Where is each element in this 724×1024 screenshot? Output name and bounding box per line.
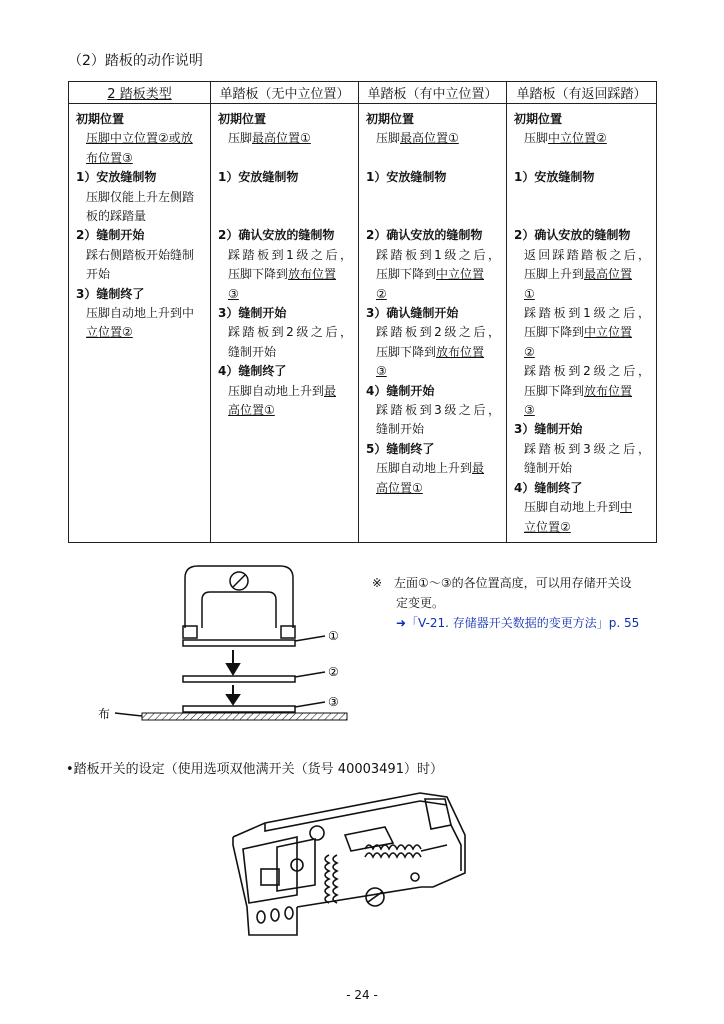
text-line: ① — [524, 286, 535, 301]
text-line: 压脚下降到放布位置 — [228, 267, 337, 282]
text-line: 高位置① — [376, 480, 423, 495]
text-line: 布位置③ — [86, 150, 133, 165]
text-line: 压脚中立位置② — [524, 131, 607, 146]
label-position-3: ③ — [328, 695, 339, 709]
header-pedal-type: 2 踏板类型 — [69, 82, 211, 104]
text-line: 踩踏板到1级之后， — [228, 247, 352, 262]
text-line: 压脚自动地上升到中 — [524, 500, 633, 515]
table-header-row — [69, 82, 657, 104]
text-line: 立位置② — [86, 325, 133, 340]
label-position-1: ① — [328, 629, 339, 643]
table-body-row — [69, 104, 657, 543]
heading-step: 1）安放缝制物 — [514, 170, 595, 185]
note-line: 定变更。 — [396, 596, 445, 610]
text-line: 缝制开始 — [524, 461, 573, 476]
heading-step: 4）缝制开始 — [366, 383, 435, 398]
section-title: （2）踏板的动作说明 — [68, 53, 203, 69]
header-with-neutral: 单踏板（有中立位置） — [359, 82, 507, 104]
heading-step: 1）安放缝制物 — [218, 170, 299, 185]
text-line: 压脚下降到放布位置 — [376, 344, 485, 359]
heading-step: 2）缝制开始 — [76, 228, 145, 243]
text-line: 高位置① — [228, 403, 275, 418]
text-line: 缝制开始 — [228, 344, 277, 359]
heading-step: 4）缝制终了 — [218, 364, 287, 379]
text-line: ③ — [524, 403, 535, 418]
text-line: 板的踩踏量 — [86, 209, 147, 224]
text-line: 踩踏板到2级之后， — [524, 364, 650, 379]
text-line: 踩踏板到2级之后， — [228, 325, 352, 340]
text-line: 压脚仅能上升左侧踏 — [86, 189, 195, 204]
heading-step: 2）确认安放的缝制物 — [514, 228, 631, 243]
heading-step: 1）安放缝制物 — [76, 170, 157, 185]
page-number: - 24 - — [346, 988, 378, 1002]
text-line: 压脚自动地上升到最 — [228, 383, 337, 398]
text-line: 踩踏板到1级之后， — [524, 306, 650, 321]
col-with-neutral — [359, 104, 507, 543]
text-line: 压脚上升到最高位置 — [524, 267, 633, 282]
heading-initial: 初期位置 — [366, 112, 415, 126]
heading-step: 2）确认安放的缝制物 — [366, 228, 483, 243]
pedal-switch-illustration — [225, 785, 490, 940]
heading-initial: 初期位置 — [514, 112, 563, 126]
heading-initial: 初期位置 — [218, 112, 267, 126]
text-line: 压脚下降到中立位置 — [376, 267, 485, 282]
text-line: 踩踏板到1级之后， — [376, 247, 500, 262]
text-line: ② — [524, 344, 535, 359]
heading-step: 2）确认安放的缝制物 — [218, 228, 335, 243]
presser-foot-diagram — [90, 558, 360, 738]
text-line: 返回踩踏踏板之后， — [524, 247, 650, 262]
label-cloth: 布 — [98, 707, 111, 721]
text-line: 压脚自动地上升到中 — [86, 306, 195, 321]
text-line: 压脚中立位置②或放 — [86, 131, 193, 146]
text-line: 压脚最高位置① — [376, 131, 459, 146]
text-line: 压脚最高位置① — [228, 131, 311, 146]
text-line: 踩踏板到3级之后， — [524, 441, 650, 456]
header-with-return: 单踏板（有返回踩踏） — [507, 82, 657, 104]
heading-initial: 初期位置 — [76, 112, 125, 126]
heading-step: 3）缝制开始 — [218, 306, 287, 321]
text-line: ③ — [376, 364, 387, 379]
pedal-operation-table — [68, 81, 657, 543]
col-with-return — [507, 104, 657, 543]
label-position-2: ② — [328, 665, 339, 679]
text-line: 缝制开始 — [376, 422, 425, 437]
text-line: 踩右侧踏板开始缝制 — [86, 247, 195, 262]
text-line: 压脚下降到中立位置 — [524, 325, 633, 340]
text-line: 压脚自动地上升到最 — [376, 461, 485, 476]
text-line: 开始 — [86, 267, 111, 282]
text-line: 踩踏板到2级之后， — [376, 325, 500, 340]
heading-step: 5）缝制终了 — [366, 441, 435, 456]
heading-step: 4）缝制终了 — [514, 480, 583, 495]
heading-step: 3）确认缝制开始 — [366, 306, 459, 321]
heading-step: 1）安放缝制物 — [366, 170, 447, 185]
text-line: 踩踏板到3级之后， — [376, 403, 500, 418]
col-no-neutral — [211, 104, 359, 543]
col-pedal-type — [69, 104, 211, 543]
heading-step: 3）缝制开始 — [514, 422, 583, 437]
text-line: ③ — [228, 286, 239, 301]
text-line: 立位置② — [524, 519, 571, 534]
header-no-neutral: 单踏板（无中立位置） — [211, 82, 359, 104]
switch-setting-title: •踏板开关的设定（使用选项双他满开关（货号 40003491）时） — [66, 762, 443, 777]
note-line: ※ 左面①～③的各位置高度，可以用存储开关设 — [372, 576, 632, 590]
note-block — [372, 573, 662, 633]
note-reference-link[interactable]: ➜「V-21. 存储器开关数据的变更方法」p. 55 — [396, 616, 640, 630]
text-line: ② — [376, 286, 387, 301]
heading-step: 3）缝制终了 — [76, 286, 145, 301]
text-line: 压脚下降到放布位置 — [524, 383, 633, 398]
